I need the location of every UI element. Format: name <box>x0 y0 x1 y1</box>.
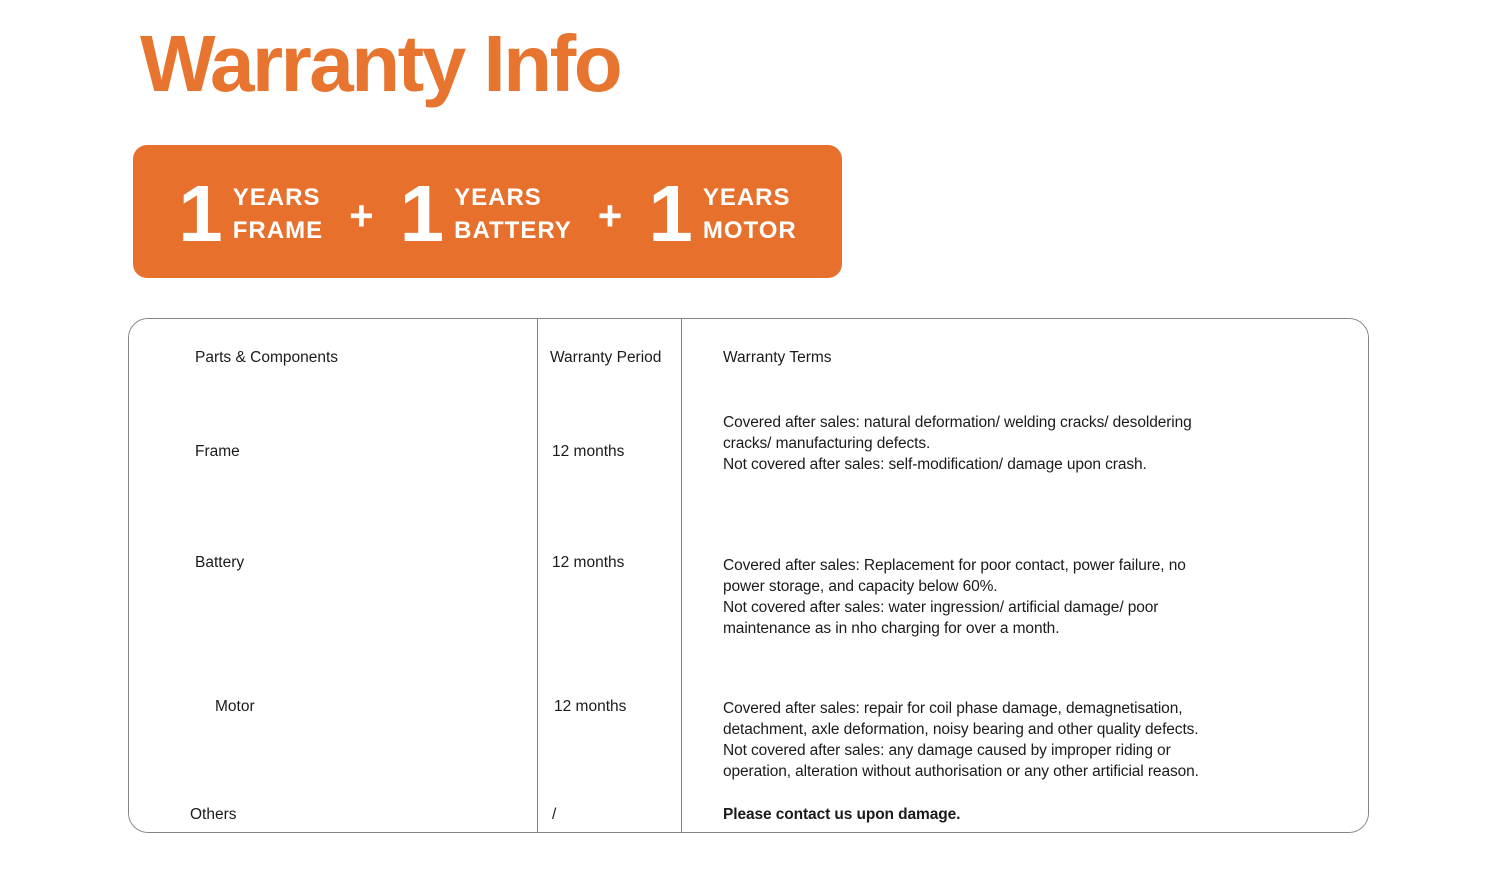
frame-period-cell <box>538 395 682 521</box>
header-parts-components <box>129 319 538 395</box>
part-name: Frame <box>195 443 240 460</box>
terms-line: operation, alteration without authorisation or any other artificial reason. <box>723 763 1199 780</box>
battery-part-cell <box>129 521 538 667</box>
header-warranty-period <box>538 319 682 395</box>
years-label: YEARS <box>454 183 542 211</box>
warranty-banner <box>133 145 842 278</box>
page-title: Warranty Info <box>140 19 621 108</box>
battery-period-cell <box>538 521 682 667</box>
motor-terms-cell <box>682 667 1368 796</box>
terms-line: Not covered after sales: any damage caused by improper riding or <box>723 742 1171 759</box>
years-label: YEARS <box>702 183 791 211</box>
terms-line: Covered after sales: natural deformation/ welding cracks/ desoldering <box>723 414 1192 431</box>
others-terms-cell <box>682 796 1368 832</box>
others-part-cell <box>129 796 538 832</box>
terms-line: detachment, axle deformation, noisy bearing and other quality defects. <box>723 721 1199 738</box>
terms-line: Covered after sales: repair for coil phase damage, demagnetisation, <box>723 700 1183 717</box>
motor-part-cell <box>129 667 538 796</box>
part-name: Motor <box>215 698 255 715</box>
warranty-group-frame <box>178 168 324 258</box>
terms-line: Not covered after sales: self-modification/ damage upon crash. <box>723 456 1147 473</box>
header-warranty-terms <box>682 319 1368 395</box>
header-label: Warranty Terms <box>723 348 832 366</box>
plus-sign: + <box>349 191 374 239</box>
warranty-group-motor-labels <box>703 181 797 247</box>
warranty-period-value: / <box>552 805 557 823</box>
plus-sign: + <box>597 191 623 239</box>
battery-terms-cell <box>682 521 1368 667</box>
terms-line: power storage, and capacity below 60%. <box>723 578 998 595</box>
years-label: YEARS <box>232 183 321 211</box>
frame-part-cell <box>129 395 538 521</box>
header-label: Warranty Period <box>550 348 662 366</box>
part-name: Battery <box>195 554 245 571</box>
years-number: 1 <box>178 168 223 258</box>
motor-period-cell <box>538 667 682 796</box>
warranty-table <box>128 318 1369 833</box>
part-label: FRAME <box>232 216 324 244</box>
terms-line: Please contact us upon damage. <box>723 805 961 823</box>
terms-line: cracks/ manufacturing defects. <box>723 435 931 452</box>
part-name: Others <box>190 805 237 823</box>
part-label: BATTERY <box>454 216 572 244</box>
header-label: Parts & Components <box>195 348 339 366</box>
years-number: 1 <box>399 168 445 258</box>
warranty-group-battery-labels <box>454 181 572 247</box>
part-label: MOTOR <box>702 216 797 244</box>
terms-line: Not covered after sales: water ingression/ artificial damage/ poor <box>723 599 1159 616</box>
warranty-group-battery <box>399 168 572 258</box>
warranty-group-motor <box>648 168 797 258</box>
years-number: 1 <box>648 168 693 258</box>
warranty-period-value: 12 months <box>554 698 627 715</box>
terms-line: maintenance as in nho charging for over a month. <box>723 620 1060 637</box>
warranty-group-frame-labels <box>233 181 323 247</box>
others-period-cell <box>538 796 682 832</box>
frame-terms-cell <box>682 395 1368 521</box>
warranty-period-value: 12 months <box>552 443 625 460</box>
terms-line: Covered after sales: Replacement for poor contact, power failure, no <box>723 557 1186 574</box>
warranty-period-value: 12 months <box>552 554 625 571</box>
